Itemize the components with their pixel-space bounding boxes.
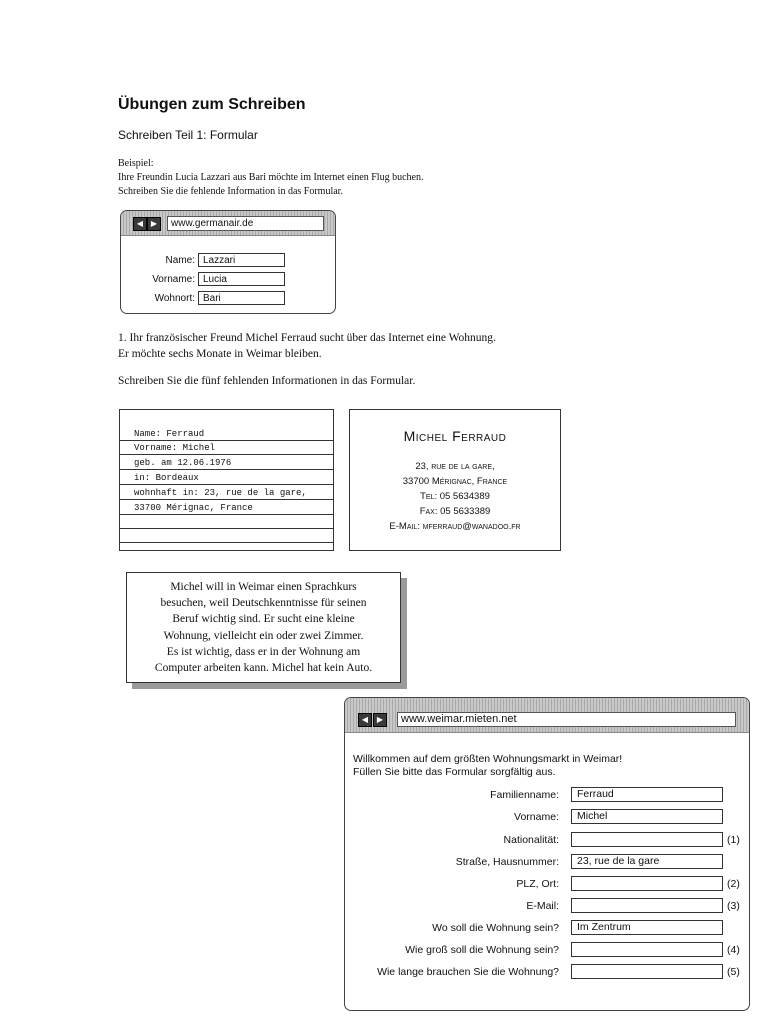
card-fax: Fax: 05 5633389	[419, 506, 491, 517]
postcode-label: PLZ, Ort:	[516, 878, 559, 890]
lastname-field[interactable]: Ferraud	[571, 787, 723, 802]
form-row-postcode	[345, 876, 749, 892]
notepad-entry: Name: Ferraud	[134, 429, 205, 439]
row-number: (4)	[727, 944, 740, 956]
example-name-label: Name:	[165, 255, 195, 266]
form-row-email	[345, 898, 749, 914]
nationality-field[interactable]	[571, 832, 723, 847]
forward-arrow-icon[interactable]: ▶	[147, 217, 161, 231]
form-welcome-line-1: Willkommen auf dem größten Wohnungsmarkt in Weimar!	[353, 753, 623, 765]
duration-field[interactable]	[571, 964, 723, 979]
notepad-entry: geb. am 12.06.1976	[134, 458, 232, 468]
example-line-1: Ihre Freundin Lucia Lazzari aus Bari möchte im Internet einen Flug buchen.	[118, 172, 424, 183]
lastname-label: Familienname:	[490, 789, 559, 801]
example-name-field[interactable]: Lazzari	[198, 253, 285, 267]
notepad-line	[120, 514, 333, 515]
example-heading: Beispiel:	[118, 158, 154, 169]
task-line-2: Er möchte sechs Monate in Weimar bleiben.	[118, 348, 322, 360]
notepad-entry: Vorname: Michel	[134, 443, 216, 453]
notepad-line	[120, 499, 333, 500]
row-number: (3)	[727, 900, 740, 912]
example-residence-label: Wohnort:	[154, 293, 195, 304]
notepad-line	[120, 484, 333, 485]
card-city: 33700 Mérignac, France	[402, 476, 508, 487]
notepad-line	[120, 469, 333, 470]
notepad-line	[120, 440, 333, 441]
card-phone: Tel: 05 5634389	[420, 491, 490, 502]
form-welcome	[353, 753, 622, 779]
notepad-line	[120, 528, 333, 529]
row-number: (5)	[727, 966, 740, 978]
notepad-line	[120, 542, 333, 543]
form-row-street	[345, 854, 749, 870]
example-text	[118, 157, 423, 199]
form-url-field[interactable]: www.weimar.mieten.net	[397, 712, 736, 727]
business-card	[349, 409, 561, 551]
story-line: Michel will in Weimar einen Sprachkurs	[170, 581, 357, 593]
story-box	[126, 572, 401, 683]
story-line: Es ist wichtig, dass er in der Wohnung am	[166, 645, 361, 658]
firstname-label: Vorname:	[514, 811, 559, 823]
street-label: Straße, Hausnummer:	[455, 856, 559, 868]
form-browser-window	[344, 697, 750, 1011]
card-street: 23, rue de la gare,	[415, 461, 495, 472]
card-email: E-Mail: mferraud@wanadoo.fr	[389, 521, 521, 532]
task-instruction: Schreiben Sie die fünf fehlenden Informationen in das Formular.	[118, 375, 416, 387]
row-number: (1)	[727, 834, 740, 846]
back-arrow-icon[interactable]: ◀	[358, 713, 372, 727]
example-line-2: Schreiben Sie die fehlende Information in das Formular.	[118, 186, 343, 197]
size-label: Wie groß soll die Wohnung sein?	[405, 944, 559, 956]
story-line: Beruf wichtig sind. Er sucht eine kleine	[172, 613, 355, 626]
page-title: Übungen zum Schreiben	[118, 96, 306, 113]
firstname-field[interactable]: Michel	[571, 809, 723, 824]
notepad-entry: 33700 Mérignac, France	[134, 503, 253, 513]
form-welcome-line-2: Füllen Sie bitte das Formular sorgfältig aus.	[353, 766, 556, 778]
row-number: (2)	[727, 878, 740, 890]
forward-arrow-icon[interactable]: ▶	[373, 713, 387, 727]
form-row-duration	[345, 964, 749, 980]
email-field[interactable]	[571, 898, 723, 913]
street-field[interactable]: 23, rue de la gare	[571, 854, 723, 869]
notepad-entry: wohnhaft in: 23, rue de la gare,	[134, 488, 307, 498]
notepad-entry: in: Bordeaux	[134, 473, 199, 483]
size-field[interactable]	[571, 942, 723, 957]
card-name: Michel Ferraud	[403, 428, 507, 444]
section-subtitle: Schreiben Teil 1: Formular	[118, 128, 258, 142]
back-arrow-icon[interactable]: ◀	[133, 217, 147, 231]
form-row-firstname	[345, 809, 749, 825]
location-label: Wo soll die Wohnung sein?	[432, 922, 559, 934]
nationality-label: Nationalität:	[503, 834, 559, 846]
example-address-bar	[121, 211, 335, 236]
email-label: E-Mail:	[526, 900, 559, 912]
form-row-nationality	[345, 832, 749, 848]
story-line: Computer arbeiten kann. Michel hat kein Auto.	[154, 662, 373, 675]
duration-label: Wie lange brauchen Sie die Wohnung?	[377, 966, 559, 978]
example-firstname-label: Vorname:	[152, 274, 195, 285]
form-row-size	[345, 942, 749, 958]
location-field[interactable]: Im Zentrum	[571, 920, 723, 935]
lined-notepad	[119, 409, 334, 551]
task-description	[118, 330, 496, 362]
example-firstname-field[interactable]: Lucia	[198, 272, 285, 286]
postcode-field[interactable]	[571, 876, 723, 891]
example-residence-field[interactable]: Bari	[198, 291, 285, 305]
example-url-field[interactable]: www.germanair.de	[167, 216, 324, 231]
story-line: Wohnung, vielleicht ein oder zwei Zimmer.	[163, 629, 364, 642]
form-row-location	[345, 920, 749, 936]
task-line-1: 1. Ihr französischer Freund Michel Ferraud sucht über das Internet eine Wohnung.	[118, 332, 496, 344]
form-address-bar	[345, 698, 749, 733]
notepad-line	[120, 454, 333, 455]
story-line: besuchen, weil Deutschkenntnisse für seinen	[160, 597, 367, 610]
form-row-lastname	[345, 787, 749, 803]
example-browser-window	[120, 210, 336, 314]
